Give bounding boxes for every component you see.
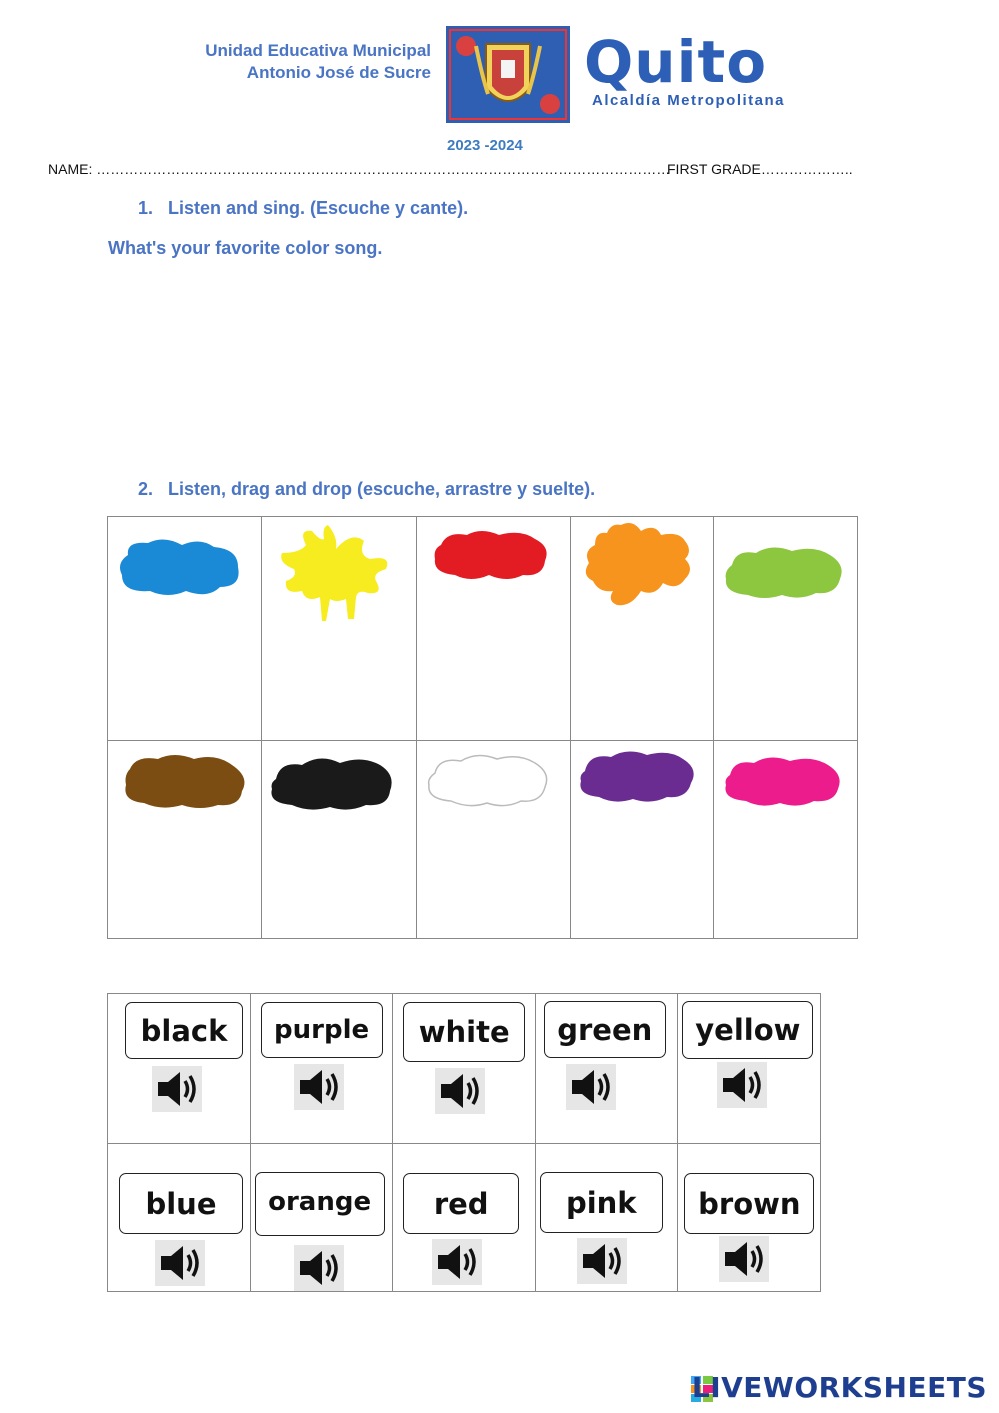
word-answer-grid — [107, 993, 821, 1292]
red-paint-blob — [431, 529, 551, 583]
word-cell — [678, 994, 821, 1144]
song-title: What's your favorite color song. — [108, 238, 383, 258]
exercise1-number: 1. — [138, 198, 154, 218]
drop-zone[interactable] — [571, 740, 714, 938]
speaker-icon[interactable] — [435, 1068, 485, 1114]
exercise1-instruction — [138, 198, 468, 219]
orange-paint-splash — [581, 521, 695, 611]
word-cell — [108, 994, 251, 1144]
speaker-icon[interactable] — [152, 1066, 202, 1112]
speaker-icon[interactable] — [719, 1236, 769, 1282]
color-blob-grid — [107, 516, 858, 939]
word-cell — [250, 994, 393, 1144]
blue-paint-blob — [116, 537, 242, 597]
school-year: 2023 -2024 — [447, 137, 523, 154]
yellow-paint-splash — [276, 523, 392, 623]
exercise2-number: 2. — [138, 479, 154, 499]
word-card-pink[interactable]: pink — [540, 1172, 663, 1233]
school-name-line2: Antonio José de Sucre — [246, 63, 431, 82]
word-card-red[interactable]: red — [403, 1173, 519, 1234]
word-card-black[interactable]: black — [125, 1002, 243, 1059]
speaker-icon[interactable] — [294, 1064, 344, 1110]
word-cell — [535, 1143, 678, 1292]
liveworksheets-brand[interactable]: LIVEWORKSHEETS — [691, 1371, 987, 1404]
exercise1-text: Listen and sing. (Escuche y cante). — [168, 198, 469, 218]
brown-paint-blob — [122, 753, 248, 811]
drop-zone[interactable] — [571, 517, 714, 741]
drop-zone[interactable] — [262, 740, 417, 938]
speaker-icon[interactable] — [566, 1064, 616, 1110]
city-logo-word: Quito — [584, 28, 768, 96]
speaker-icon[interactable] — [432, 1239, 482, 1285]
word-card-blue[interactable]: blue — [119, 1173, 243, 1234]
drop-zone[interactable] — [108, 740, 262, 938]
word-card-purple[interactable]: purple — [261, 1002, 383, 1058]
exercise2-text: Listen, drag and drop (escuche, arrastre y suelte). — [168, 479, 596, 499]
word-cell — [393, 994, 536, 1144]
drop-zone[interactable] — [714, 517, 858, 741]
word-cell — [250, 1143, 393, 1292]
drop-zone[interactable] — [417, 740, 571, 938]
word-card-white[interactable]: white — [403, 1002, 525, 1062]
black-paint-blob — [268, 755, 396, 813]
green-paint-blob — [722, 543, 846, 601]
white-paint-blob — [425, 751, 553, 809]
speaker-icon[interactable] — [717, 1062, 767, 1108]
word-cell — [535, 994, 678, 1144]
word-card-yellow[interactable]: yellow — [682, 1001, 813, 1059]
speaker-icon[interactable] — [294, 1245, 344, 1291]
drop-zone[interactable] — [262, 517, 417, 741]
exercise2-instruction — [138, 479, 595, 500]
word-card-green[interactable]: green — [544, 1001, 666, 1058]
drop-zone[interactable] — [417, 517, 571, 741]
school-name — [98, 40, 431, 84]
coat-of-arms-logo — [446, 26, 570, 123]
purple-paint-blob — [577, 749, 697, 805]
drop-zone[interactable] — [108, 517, 262, 741]
word-cell — [393, 1143, 536, 1292]
word-cell — [678, 1143, 821, 1292]
word-card-brown[interactable]: brown — [684, 1173, 814, 1234]
pink-paint-blob — [722, 753, 846, 809]
word-card-orange[interactable]: orange — [255, 1172, 385, 1236]
city-logo-subtitle: Alcaldía Metropolitana — [592, 92, 786, 109]
name-field-label: NAME: …………………………………………………………………………………………………………… — [48, 161, 671, 177]
drop-zone[interactable] — [714, 740, 858, 938]
school-name-line1: Unidad Educativa Municipal — [205, 41, 431, 60]
speaker-icon[interactable] — [577, 1238, 627, 1284]
grade-field-label: FIRST GRADE……………….. — [667, 161, 853, 177]
speaker-icon[interactable] — [155, 1240, 205, 1286]
word-cell — [108, 1143, 251, 1292]
